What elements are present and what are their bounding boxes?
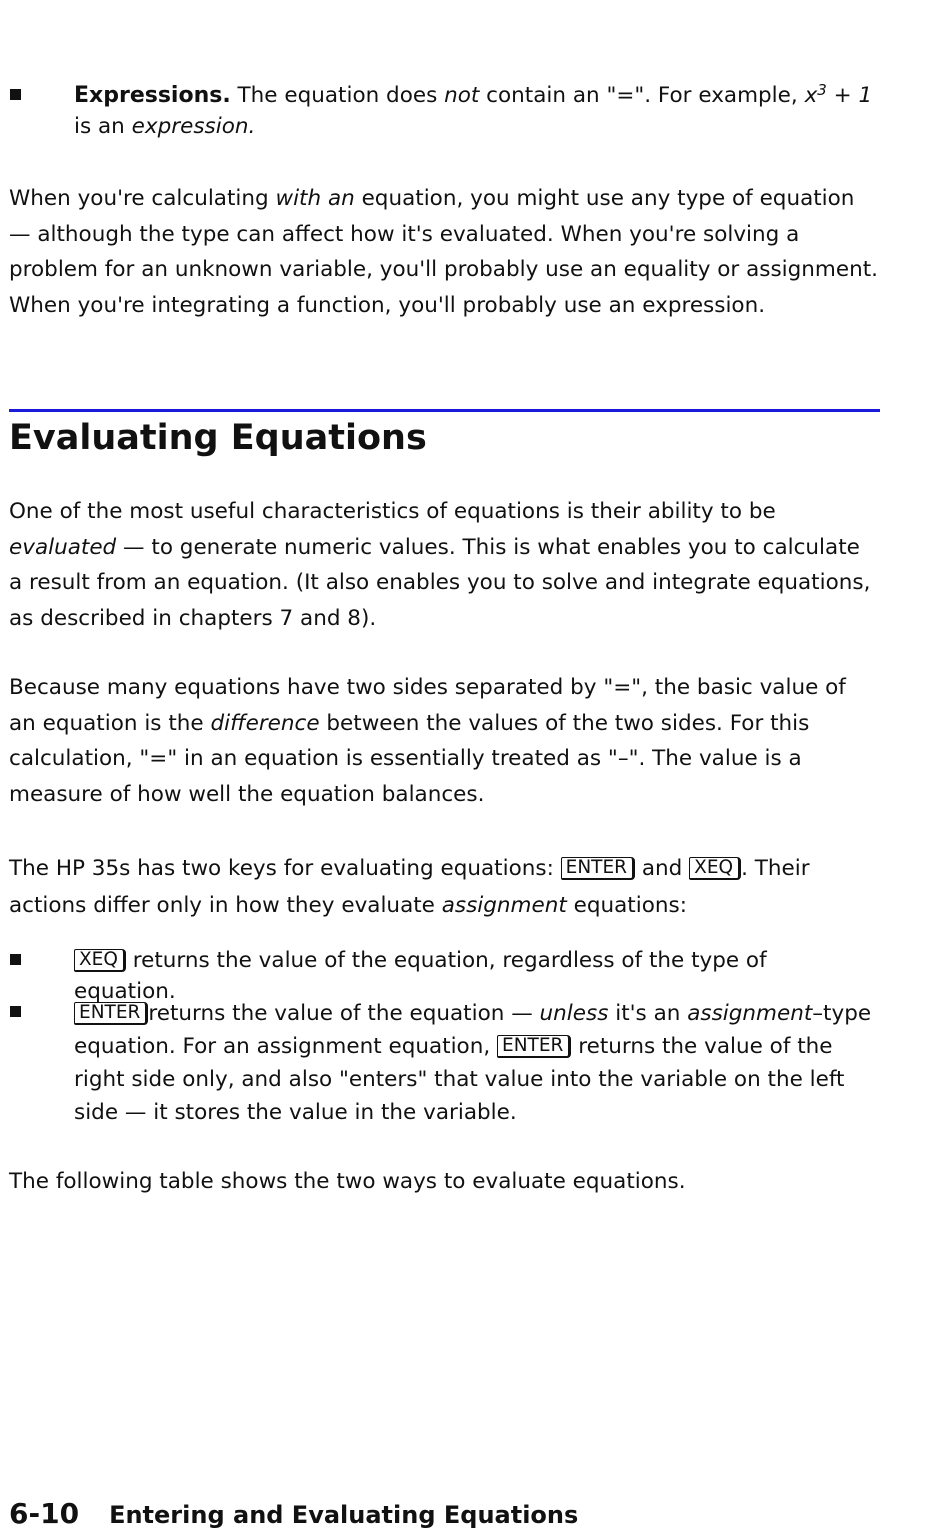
example-expression: $x^3 + 1$ [804, 81, 873, 108]
xeq-key-icon: XEQ [689, 857, 741, 880]
bullet-enter-text: ENTER returns the value of the equation — unless it's an assignment–type equation. For an assignment equation, ENTER returns the value of the right side only, and also "enters" that value into the variable on the left side — it stores the value in the variable. [74, 1001, 872, 1125]
paragraph-keys: The HP 35s has two keys for evaluating equations: ENTER and XEQ . Their actions differ only in how they evaluate assignment equations: [9, 856, 810, 918]
bullet-enter [10, 997, 874, 1129]
square-bullet-icon [10, 954, 21, 965]
bullet-xeq-text: XEQ returns the value of the equation, regardless of the type of equation. [74, 948, 767, 1004]
section-heading: Evaluating Equations [9, 418, 427, 458]
page-footer [9, 1495, 578, 1537]
term-expressions: Expressions. [74, 83, 231, 108]
enter-key-icon: ENTER [561, 857, 635, 880]
xeq-key-icon: XEQ [74, 949, 126, 972]
paragraph-evaluated: One of the most useful characteristics of equations is their ability to be evaluated — to generate numeric values. This is what enables you to calculate a result from an equation. (It also enables you to solve and integrate equations, as described in chapters 7 and 8). [9, 499, 871, 631]
bullet-expressions-text: Expressions. The equation does not contain an "=". For example, $x^3 + 1$ is an expression. [74, 81, 873, 139]
enter-key-icon: ENTER [74, 1002, 148, 1025]
square-bullet-icon [10, 89, 21, 100]
chapter-title: Entering and Evaluating Equations [109, 1501, 579, 1529]
paragraph-difference: Because many equations have two sides separated by "=", the basic value of an equation is the difference between the values of the two sides. For this calculation, "=" in an equation is essentially treated as "–". The value is a measure of how well the equation balances. [9, 675, 846, 807]
page-number: 6-10 [9, 1497, 80, 1530]
enter-key-icon: ENTER [497, 1035, 571, 1058]
paragraph-equation-types: When you're calculating with an equation, you might use any type of equation — although the type can affect how it's evaluated. When you're solving a problem for an unknown variable, you'll probably use an equality or assignment. When you're integrating a function, you'll probably use an expression. [9, 186, 878, 318]
paragraph-table-intro: The following table shows the two ways to evaluate equations. [9, 1169, 686, 1194]
bullet-expressions [10, 80, 874, 142]
section-divider [9, 409, 880, 412]
square-bullet-icon [10, 1006, 21, 1017]
